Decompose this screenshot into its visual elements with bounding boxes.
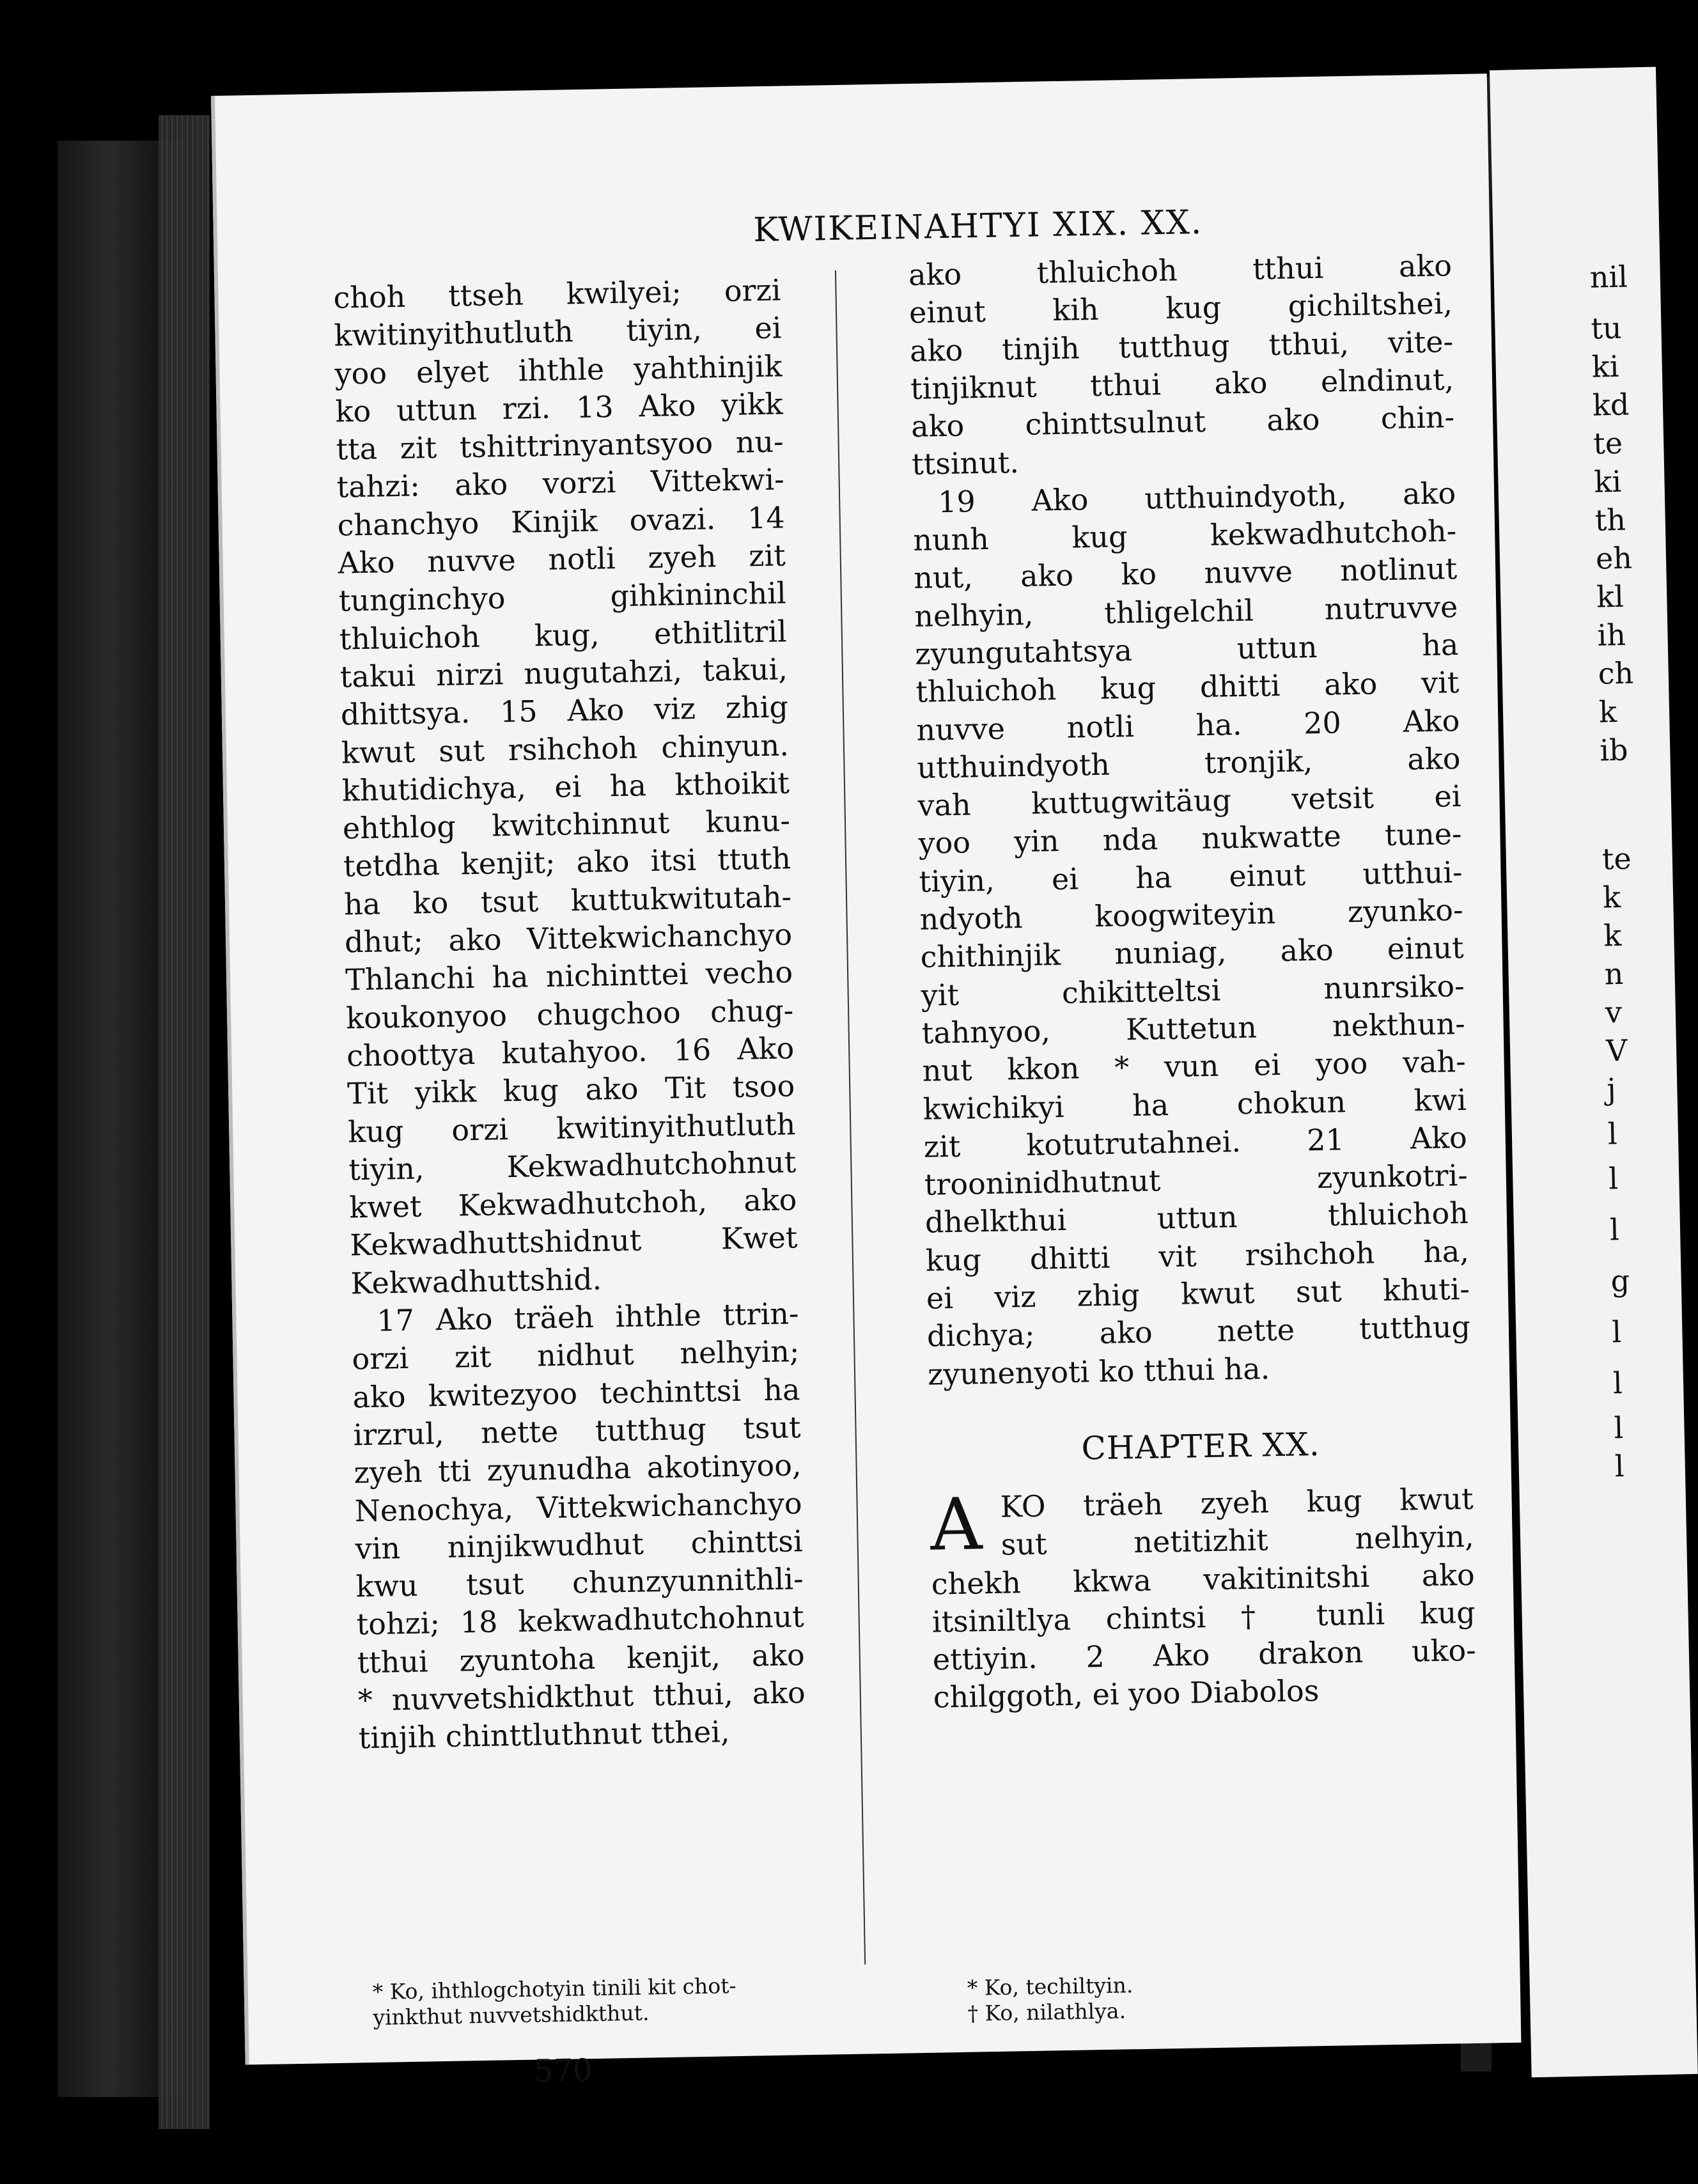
- text-line: chanchyo Kinjik ovazi. 14: [337, 500, 786, 543]
- text-line: ako kwitezyoo techinttsi ha: [352, 1371, 800, 1415]
- facing-page-fragment: ki: [1591, 348, 1619, 384]
- text-line: ako chinttsulnut ako chin-: [910, 400, 1455, 444]
- text-line: ako tinjih tutthug tthui, vite-: [909, 324, 1454, 368]
- facing-page-fragment: l: [1607, 1116, 1618, 1151]
- facing-page-fragment: kl: [1596, 579, 1624, 614]
- text-line: 17 Ako träeh ihthle ttrin-: [377, 1296, 799, 1338]
- text-line: ko uttun rzi. 13 Ako yikk: [335, 386, 784, 429]
- footnotes-left: [372, 1971, 839, 2031]
- text-line: ettiyin. 2 Ako drakon uko-: [932, 1632, 1477, 1677]
- text-line: chithinjik nuniag, ako einut: [920, 930, 1465, 975]
- facing-page-fragment: ch: [1598, 655, 1634, 691]
- facing-page-fragment: te: [1593, 425, 1623, 461]
- text-line: ei viz zhig kwut sut khuti-: [926, 1271, 1470, 1316]
- text-line: trooninidhutnut zyunkotri-: [924, 1158, 1468, 1202]
- text-line: chilggoth, ei yoo Diabolos: [933, 1673, 1320, 1715]
- facing-page-fragment: ih: [1596, 617, 1626, 653]
- text-line: choh ttseh kwilyei; orzi: [333, 272, 781, 315]
- text-line: tiyin, Kekwadhutchohnut: [348, 1144, 797, 1187]
- text-line: takui nirzi nugutahzi, takui,: [339, 651, 788, 694]
- text-line: utthuindyoth tronjik, ako: [917, 740, 1461, 785]
- text-line: Kekwadhuttshid.: [350, 1261, 602, 1301]
- text-line: Ako nuvve notli zyeh zit: [338, 538, 786, 581]
- text-line: kug orzi kwitinyithutluth: [347, 1106, 796, 1150]
- text-line: ttsinut.: [911, 445, 1020, 482]
- facing-page-fragment: k: [1603, 917, 1622, 953]
- facing-page-fragment: ib: [1599, 732, 1629, 768]
- facing-page-fragment: l: [1609, 1212, 1620, 1247]
- page-number: 570: [533, 2052, 593, 2089]
- text-line: nunh kug kekwadhutchoh-: [912, 513, 1457, 558]
- text-line: tta zit tshittrinyantsyoo nu-: [336, 424, 784, 467]
- facing-page-fragment: th: [1594, 502, 1626, 538]
- text-line: einut kih kug gichiltshei,: [908, 286, 1453, 331]
- text-line: tthui zyuntoha kenjit, ako: [357, 1637, 806, 1680]
- text-line: tinjiknut tthui ako elndinut,: [910, 362, 1454, 406]
- text-line: nut, ako ko nuvve notlinut: [913, 551, 1458, 596]
- facing-page-fragment: j: [1606, 1072, 1617, 1107]
- text-line: thluichoh kug dhitti ako vit: [915, 665, 1460, 710]
- facing-page-fragment: tu: [1590, 310, 1623, 346]
- footnote-line: † Ko, nilathlya.: [967, 1998, 1126, 2026]
- footnote-line: yinkthut nuvvetshidkthut.: [373, 2000, 650, 2031]
- facing-page-fragment: k: [1602, 879, 1621, 915]
- text-line: chekh kkwa vakitinitshi ako: [931, 1557, 1476, 1602]
- facing-page-fragment: l: [1612, 1366, 1623, 1401]
- text-line: nelhyin, thligelchil nutruvve: [914, 589, 1458, 634]
- text-line: dhelkthui uttun thluichoh: [924, 1196, 1469, 1240]
- text-line: itsiniltlya chintsi † tunli kug: [931, 1595, 1476, 1639]
- text-line: dhut; ako Vittekwichanchyo: [344, 917, 793, 960]
- text-line: tahzi: ako vorzi Vittekwi-: [336, 462, 785, 505]
- facing-page-fragment: te: [1601, 841, 1632, 877]
- text-line: tiyin, ei ha einut utthui-: [919, 854, 1463, 899]
- text-line: zyungutahtsya uttun ha: [914, 627, 1459, 671]
- text-line: vin ninjikwudhut chinttsi: [355, 1523, 804, 1566]
- text-line: yoo elyet ihthle yahthinjik: [334, 348, 783, 391]
- footnotes-right: [967, 1969, 1351, 2026]
- facing-page-fragment: k: [1598, 694, 1617, 729]
- chapter-opening: [930, 1480, 1477, 1717]
- chapter-heading: CHAPTER XX.: [1081, 1425, 1321, 1467]
- facing-page-fragment: kd: [1592, 387, 1630, 423]
- text-line: Nenochya, Vittekwichanchyo: [354, 1485, 803, 1528]
- text-line: zit kotutrutahnei. 21 Ako: [923, 1119, 1468, 1164]
- text-line: thluichoh kug, ethitlitril: [339, 614, 788, 657]
- text-line: kwut sut rsihchoh chinyun.: [341, 727, 790, 770]
- facing-page-fragment: l: [1613, 1410, 1624, 1446]
- text-line: KO träeh zyeh kug kwut: [1000, 1481, 1474, 1524]
- text-line: ha ko tsut kuttukwitutah-: [343, 879, 792, 922]
- text-line: vah kuttugwitäug vetsit ei: [917, 779, 1461, 823]
- book-page: [211, 74, 1521, 2089]
- text-line: Tit yikk kug ako Tit tsoo: [347, 1068, 795, 1111]
- drop-cap: A: [930, 1483, 983, 1567]
- footnote-line: * Ko, ihthlogchotyin tinili kit chot-: [372, 1973, 736, 2005]
- text-line: orzi zit nidhut nelhyin;: [352, 1334, 800, 1377]
- facing-page-fragment: g: [1610, 1263, 1630, 1299]
- text-line: choottya kutahyoo. 16 Ako: [346, 1031, 795, 1073]
- text-line: tetdha kenjit; ako itsi ttuth: [343, 841, 791, 884]
- text-line: tunginchyo gihkininchil: [338, 575, 787, 619]
- text-line: ehthlog kwitchinnut kunu-: [342, 803, 791, 846]
- text-line: kwitinyithutluth tiyin, ei: [334, 310, 782, 353]
- left-column: [333, 271, 806, 1757]
- page-edges: [159, 115, 210, 2129]
- text-line: kug dhitti vit rsihchoh ha,: [925, 1233, 1470, 1278]
- text-line: 19 Ako utthuindyoth, ako: [937, 475, 1456, 520]
- text-line: zyunenyoti ko tthui ha.: [927, 1351, 1270, 1392]
- text-line: ako thluichoh tthui ako: [908, 248, 1453, 292]
- running-header: KWIKEINAHTYI XIX. XX.: [752, 203, 1203, 250]
- facing-page-fragment: l: [1608, 1161, 1619, 1196]
- facing-page: [1490, 67, 1698, 2078]
- facing-page-fragment: V: [1605, 1033, 1628, 1068]
- facing-page-fragment: v: [1605, 994, 1623, 1030]
- text-line: dichya; ako nette tutthug: [926, 1309, 1471, 1354]
- text-line: Thlanchi ha nichinttei vecho: [345, 955, 793, 997]
- footnote-line: * Ko, techiltyin.: [967, 1972, 1133, 2001]
- text-line: tohzi; 18 kekwadhutchohnut: [356, 1599, 805, 1642]
- text-line: khutidichya, ei ha kthoikit: [341, 765, 790, 808]
- facing-page-fragment: nil: [1589, 259, 1628, 295]
- text-line: yit chikitteltsi nunrsiko-: [921, 968, 1465, 1013]
- text-line: ndyoth koogwiteyin zyunko-: [919, 893, 1463, 937]
- text-line: Kekwadhuttshidnut Kwet: [349, 1220, 798, 1263]
- text-line: zyeh tti zyunudha akotinyoo,: [354, 1447, 802, 1490]
- facing-page-fragment: n: [1604, 956, 1624, 992]
- text-line: yoo yin nda nukwatte tune-: [918, 816, 1462, 861]
- text-line: tahnyoo, Kuttetun nekthun-: [921, 1006, 1466, 1050]
- right-column: [908, 247, 1477, 1717]
- text-line: * nuvvetshidkthut tthui, ako: [357, 1675, 806, 1718]
- text-line: nut kkon * vun ei yoo vah-: [922, 1044, 1467, 1089]
- facing-page-fragment: ki: [1593, 464, 1622, 499]
- facing-page-fragment: eh: [1595, 540, 1633, 576]
- text-line: irzrul, nette tutthug tsut: [353, 1410, 801, 1453]
- text-line: kwu tsut chunzyunnithli-: [355, 1561, 804, 1604]
- facing-page-fragment: l: [1614, 1449, 1625, 1484]
- text-line: tinjih chinttluthnut tthei,: [358, 1714, 730, 1756]
- text-line: dhittsya. 15 Ako viz zhig: [340, 689, 789, 732]
- text-line: kwet Kekwadhutchoh, ako: [348, 1182, 797, 1225]
- text-line: koukonyoo chugchoo chug-: [345, 992, 794, 1036]
- facing-page-fragment: l: [1611, 1314, 1622, 1350]
- text-line: nuvve notli ha. 20 Ako: [916, 703, 1460, 747]
- text-line: kwichikyi ha chokun kwi: [923, 1082, 1467, 1127]
- column-divider: [835, 270, 866, 1965]
- text-line: sut netitizhit nelhyin,: [1001, 1519, 1475, 1562]
